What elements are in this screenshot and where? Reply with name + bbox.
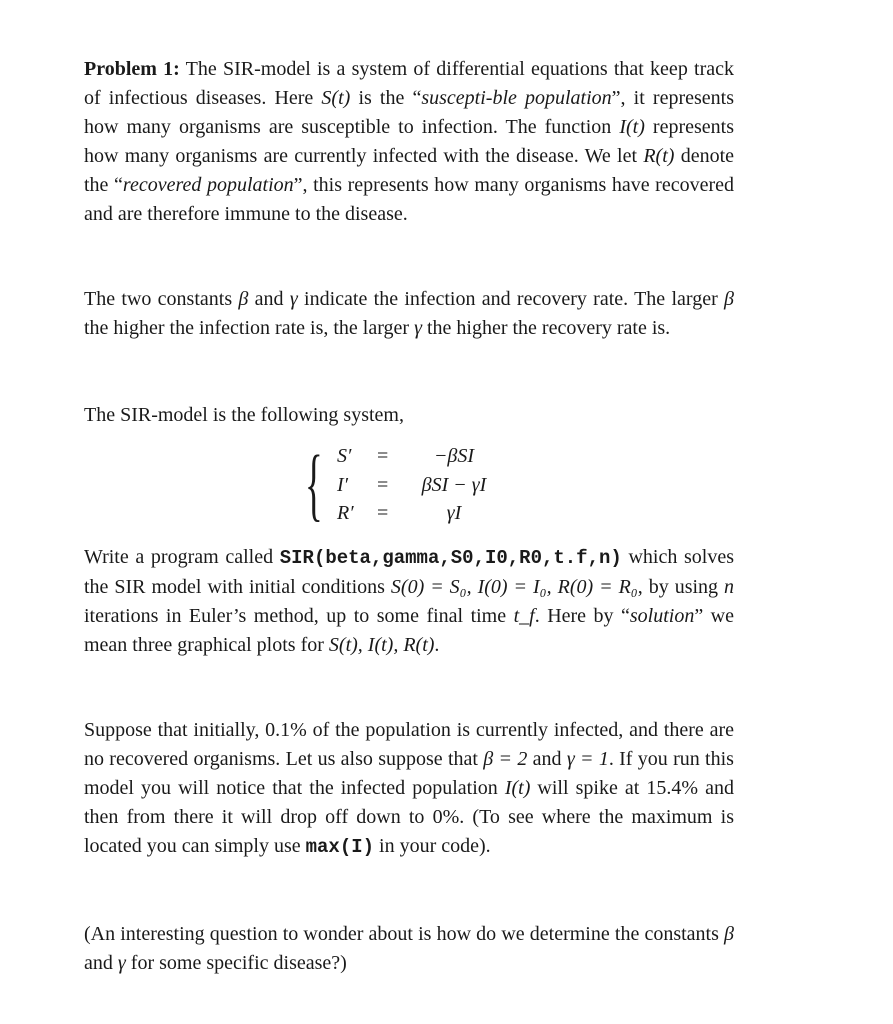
math: t_f: [513, 605, 535, 627]
text: ”, this represents how many organisms have recovered and are therefore immune to the disease.: [84, 174, 734, 225]
text: . Here by “: [534, 605, 630, 627]
code-inline: max(I): [305, 836, 375, 858]
text: represents how many organisms are currently infected with the disease. We let: [84, 116, 734, 167]
equation-row: [305, 474, 565, 502]
math: S(t): [321, 87, 351, 109]
text: iterations in Euler’s method, up to some final time: [84, 605, 514, 627]
math: S(t), I(t), R(t): [328, 634, 435, 656]
paragraph-example: [84, 716, 734, 862]
equation-lhs: I′: [337, 474, 349, 496]
text: (An interesting question to wonder about is how do we determine the constants: [84, 923, 725, 945]
text: denote the “: [84, 145, 735, 196]
text: Write a program called: [84, 546, 280, 568]
paragraph-constants: [84, 285, 734, 343]
code-function: SIR(beta,gamma,S0,I0,R0,t.f,n): [279, 547, 622, 569]
equation-equals: =: [377, 502, 389, 524]
text: . If you run this model you will notice that the infected population: [84, 748, 734, 799]
math: β = 2: [483, 748, 528, 770]
text: and: [84, 952, 118, 974]
text: , by using: [637, 576, 725, 598]
math: I(t): [504, 777, 531, 799]
text: in your code).: [374, 835, 491, 857]
text: Suppose that initially, 0.1% of the population is currently infected, and there are no recovered organisms. Let us also suppose that: [84, 719, 734, 770]
problem-label: Problem 1:: [84, 58, 180, 80]
text: indicate the infection and recovery rate. The larger: [297, 288, 725, 310]
equation-lhs: R′: [337, 502, 354, 524]
text: for some specific disease?): [125, 952, 347, 974]
text: ” we mean three graphical plots for: [84, 605, 734, 656]
text: The SIR-model is the following system,: [84, 404, 404, 426]
left-brace: {: [305, 438, 323, 529]
paragraph-system-intro: [84, 401, 734, 430]
math: γ: [289, 288, 298, 310]
text: is the “: [350, 87, 422, 109]
equation-rhs: βSI − γI: [421, 474, 487, 496]
math: S(0) = S₀, I(0) = I₀, R(0) = R₀: [390, 576, 638, 598]
math: β: [724, 923, 734, 945]
math: n: [724, 576, 735, 598]
math: I(t): [619, 116, 645, 138]
paragraph-intro: [84, 55, 734, 229]
emphasis: suscepti-ble population: [421, 87, 612, 109]
math: β: [238, 288, 249, 310]
math: γ: [414, 317, 422, 339]
emphasis: recovered population: [122, 174, 294, 196]
text: which solves the SIR model with initial conditions: [84, 546, 734, 598]
equation-lhs: S′: [337, 445, 352, 467]
text: .: [434, 634, 440, 656]
equation-system: [305, 438, 565, 530]
emphasis: solution: [629, 605, 695, 627]
math: γ = 1: [566, 748, 609, 770]
equation-row: [305, 502, 565, 530]
text: The SIR-model is a system of differential equations that keep track of infectious diseases. Here: [84, 58, 735, 109]
text: the higher the recovery rate is.: [421, 317, 671, 339]
text: ”, it represents how many organisms are susceptible to infection. The function: [84, 87, 734, 138]
math: γ: [117, 952, 126, 974]
text: The two constants: [84, 288, 239, 310]
text: and: [248, 288, 290, 310]
text: the higher the infection rate is, the larger: [84, 317, 415, 339]
paragraph-question: [84, 920, 734, 978]
equation-equals: =: [377, 474, 389, 496]
equation-equals: =: [377, 445, 389, 467]
paragraph-program: [84, 543, 734, 660]
equation-row: [305, 445, 565, 473]
text: will spike at 15.4% and then from there it will drop off down to 0%. (To see where the maximum is located you can simply use: [84, 777, 734, 857]
equation-rhs: −βSI: [433, 445, 475, 467]
math: β: [724, 288, 734, 310]
math: R(t): [643, 145, 675, 167]
text: and: [527, 748, 567, 770]
equation-rhs: γI: [446, 502, 462, 524]
